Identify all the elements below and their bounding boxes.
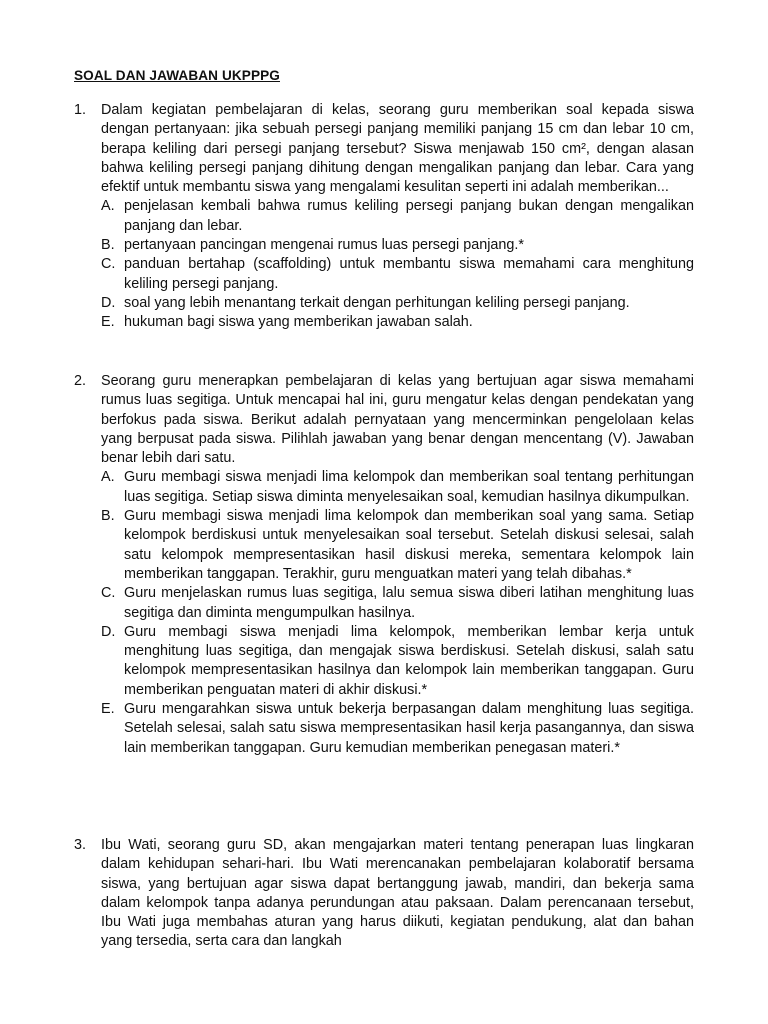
option-text: pertanyaan pancingan mengenai rumus luas persegi panjang.*	[124, 237, 525, 254]
question-1	[74, 101, 694, 333]
question-text: Ibu Wati, seorang guru SD, akan mengajarkan materi tentang penerapan luas lingkaran dalam kehidupan sehari-hari. Ibu Wati merencanakan pembelajaran kolaboratif bersama siswa, yang bertujuan agar siswa dapat bertanggung jawab, mandiri, dan bekerja sama dalam kelompok tanpa adanya perundungan atau paksaan. Dalam perencanaan tersebut, Ibu Wati juga membahas aturan yang harus diikuti, kegiatan pendukung, alat dan bahan yang tersedia, serta cara dan langkah	[101, 837, 694, 950]
question-number: 2.	[74, 373, 87, 389]
option-letter: B.	[101, 508, 115, 525]
option-letter: C.	[101, 585, 116, 602]
option-d	[101, 294, 694, 313]
option-letter: D.	[101, 294, 116, 311]
option-text: hukuman bagi siswa yang memberikan jawaban salah.	[124, 314, 473, 331]
option-text: Guru menjelaskan rumus luas segitiga, lalu semua siswa diberi latihan menghitung luas segitiga dan diminta mengumpulkan hasilnya.	[124, 585, 694, 621]
option-text: Guru mengarahkan siswa untuk bekerja berpasangan dalam menghitung luas segitiga. Setelah selesai, salah satu siswa mempresentasikan hasil kerja pasangannya, dan siswa lain memberikan tanggapan. Guru kemudian memberikan penegasan materi.*	[124, 701, 694, 756]
option-c	[101, 255, 694, 294]
option-b	[101, 507, 694, 584]
document-title: SOAL DAN JAWABAN UKPPPG	[74, 68, 280, 83]
option-a	[101, 197, 694, 236]
option-text: Guru membagi siswa menjadi lima kelompok dan memberikan soal yang sama. Setiap kelompok berdiskusi untuk menyelesaikan soal tersebut. Setelah diskusi selesai, salah satu kelompok mempresentasikan hasil diskusi mereka, sementara kelompok lain memberikan tanggapan. Terakhir, guru menguatkan materi yang telah dibahas.*	[124, 508, 694, 582]
question-text: Seorang guru menerapkan pembelajaran di kelas yang bertujuan agar siswa memahami rumus luas segitiga. Untuk mencapai hal ini, guru mengatur kelas dengan pendekatan yang berfokus pada siswa. Berikut adalah pernyataan yang mencerminkan pengelolaan kelas yang berpusat pada siswa. Pilihlah jawaban yang benar dengan mencentang (V). Jawaban benar lebih dari satu.	[101, 373, 694, 467]
option-letter: A.	[101, 469, 115, 486]
option-list	[101, 197, 694, 332]
option-letter: D.	[101, 623, 116, 640]
option-text: soal yang lebih menantang terkait dengan perhitungan keliling persegi panjang.	[124, 294, 630, 311]
question-2	[74, 372, 694, 758]
option-d	[101, 623, 694, 700]
option-text: panduan bertahap (scaffolding) untuk membantu siswa memahami cara menghitung keliling persegi panjang.	[124, 256, 694, 292]
option-letter: A.	[101, 198, 115, 215]
option-c	[101, 584, 694, 623]
option-letter: E.	[101, 314, 115, 331]
question-number: 3.	[74, 837, 87, 853]
option-letter: C.	[101, 256, 116, 273]
option-e	[101, 700, 694, 758]
option-a	[101, 468, 694, 507]
question-text: Dalam kegiatan pembelajaran di kelas, seorang guru memberikan soal kepada siswa dengan pertanyaan: jika sebuah persegi panjang memiliki panjang 15 cm dan lebar 10 cm, berapa keliling dari persegi panjang tersebut? Siswa menjawab 150 cm², dengan alasan bahwa keliling persegi panjang dihitung dengan mengalikan panjang dan lebar. Cara yang efektif untuk membantu siswa yang mengalami kesulitan seperti ini adalah memberikan...	[101, 102, 694, 196]
option-letter: E.	[101, 701, 115, 718]
option-letter: B.	[101, 237, 115, 254]
option-e	[101, 313, 694, 332]
option-text: Guru membagi siswa menjadi lima kelompok dan memberikan soal tentang perhitungan luas segitiga. Setiap siswa diminta menyelesaikan soal, kemudian hasilnya dikumpulkan.	[124, 469, 694, 505]
option-text: Guru membagi siswa menjadi lima kelompok, memberikan lembar kerja untuk menghitung luas segitiga, dan mengajak siswa berdiskusi. Setelah diskusi, salah satu kelompok mempresentasikan hasilnya dan kelompok lain memberikan tanggapan. Guru memberikan penguatan materi di akhir diskusi.*	[124, 623, 694, 698]
question-3	[74, 836, 694, 952]
option-list	[101, 468, 694, 757]
option-text: penjelasan kembali bahwa rumus keliling persegi panjang bukan dengan mengalikan panjang dan lebar.	[124, 198, 694, 234]
question-number: 1.	[74, 102, 87, 118]
option-b	[101, 236, 694, 255]
